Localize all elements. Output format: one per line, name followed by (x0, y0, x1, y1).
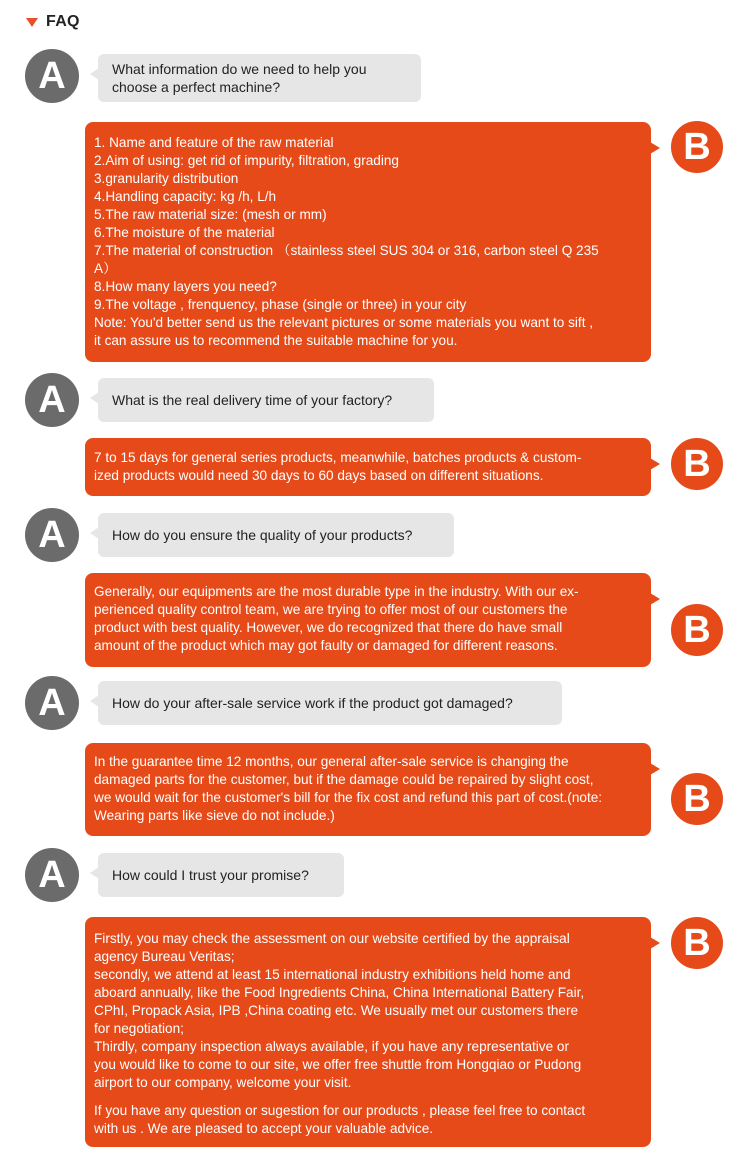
question-bubble (98, 681, 562, 725)
answer-bubble: In the guarantee time 12 months, our general after-sale service is changing the damaged parts for the customer, but if the damage could be repaired by slight cost, we would wait for the customer's bill for the fix cost and refund this part of cost.(note: Wearing parts like sieve do not include.) (85, 743, 651, 836)
question-text: How do you ensure the quality of your products? (112, 527, 413, 543)
question-text: What information do we need to help you choose a perfect machine? (112, 61, 367, 95)
avatar-a: A (25, 848, 79, 902)
question-text: What is the real delivery time of your factory? (112, 392, 393, 408)
faq-title: FAQ (46, 13, 80, 30)
question-bubble (98, 853, 344, 897)
avatar-a: A (25, 373, 79, 427)
faq-header (26, 12, 80, 32)
question-bubble (98, 513, 454, 557)
avatar-b: B (667, 434, 727, 494)
answer-bubble: 7 to 15 days for general series products, meanwhile, batches products & custom- ized products would need 30 days to 60 days based on different situations. (85, 438, 651, 496)
answer-bubble: Generally, our equipments are the most durable type in the industry. With our ex- perienced quality control team, we are trying to offer most of our customers the product with best quality. However, we do recognized that there do have small amount of the product which may got faulty or damaged for different reasons. (85, 573, 651, 667)
question-text: How could I trust your promise? (112, 867, 309, 883)
answer-bubble: Firstly, you may check the assessment on our website certified by the appraisal agency Bureau Veritas; secondly, we attend at least 15 international industry exhibitions held home and aboard annually, like the Food Ingredients China, China International Battery Fair, CPhI, Propack Asia, IPB ,China coating etc. We usually met our customers there for negotiation; Thirdly, company inspection always available, if you have any representative or you would like to come to our site, we offer free shuttle from Hongqiao or Pudong airport to our company, welcome your visit. If you have any question or sugestion for our products , please feel free to contact with us . We are pleased to accept your valuable advice. (85, 917, 651, 1147)
question-text: How do your after-sale service work if the product got damaged? (112, 695, 513, 711)
answer-bubble: 1. Name and feature of the raw material 2.Aim of using: get rid of impurity, filtration, grading 3.granularity distribution 4.Handling capacity: kg /h, L/h 5.The raw material size: (mesh or mm) 6.The moisture of the material 7.The material of construction （stainless steel SUS 304 or 316, carbon steel Q 235 A） 8.How many layers you need? 9.The voltage , frenquency, phase (single or three) in your city Note: You'd better send us the relevant pictures or some materials you want to sift , it can assure us to recommend the suitable machine for you. (85, 122, 651, 362)
question-bubble (98, 378, 434, 422)
question-bubble (98, 54, 421, 102)
triangle-down-icon (26, 18, 38, 27)
avatar-a: A (25, 676, 79, 730)
avatar-b: B (667, 600, 727, 660)
avatar-b: B (667, 117, 727, 177)
avatar-a: A (25, 508, 79, 562)
avatar-b: B (667, 913, 727, 973)
avatar-a: A (25, 49, 79, 103)
avatar-b: B (667, 769, 727, 829)
